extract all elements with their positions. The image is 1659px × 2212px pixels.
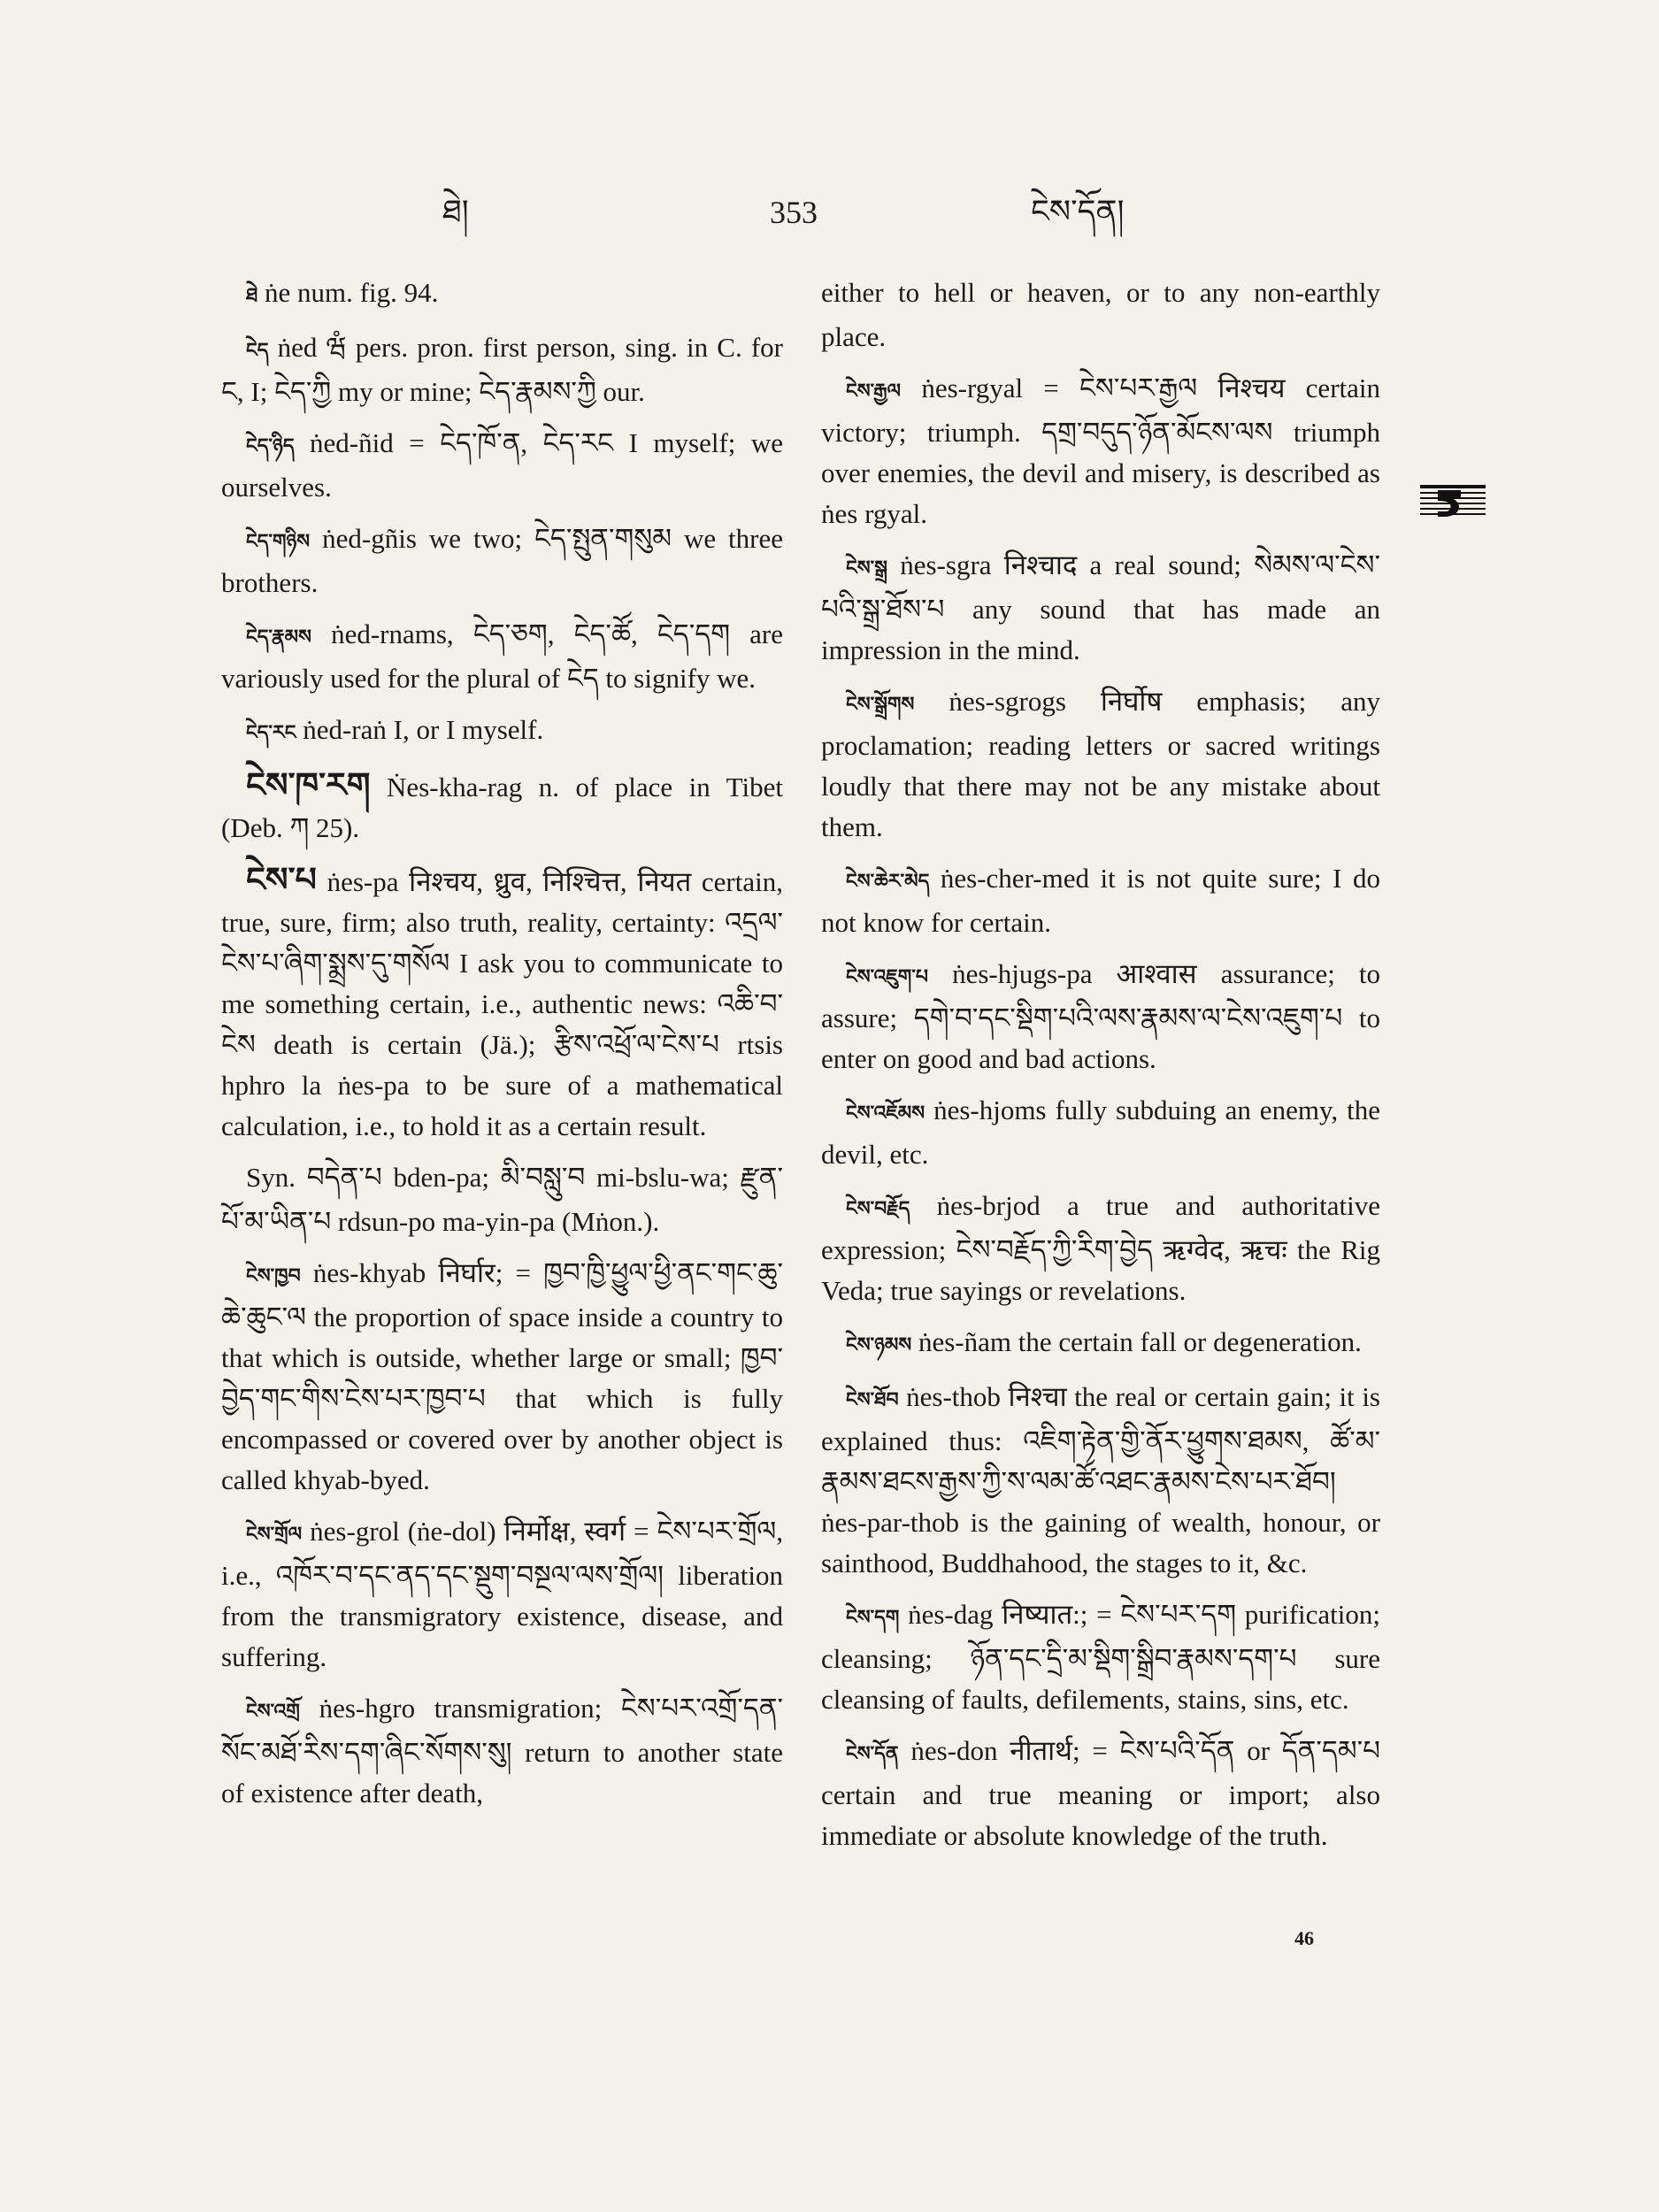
entry-headword: ངེས་ཁ་རག xyxy=(246,765,371,804)
entry-text: ṅes-sgrogs निर्घोष emphasis; any proclamation; reading letters or sacred writings loudly that there may not be any mistake about them. xyxy=(821,686,1381,842)
entry xyxy=(221,614,783,699)
entry-text: ṅes-brjod a true and authoritative expression; ངེས་བརྗོད་ཀྱི་རིག་བྱེད ऋग्वेद, ऋचः the Rig Veda; true sayings or revelations. xyxy=(821,1190,1380,1306)
entry-headword: ངེད་རང xyxy=(246,722,296,744)
synonyms-line xyxy=(221,1157,783,1242)
entry xyxy=(221,423,783,508)
entry xyxy=(221,1688,783,1814)
entry-headword: ངེས་པ xyxy=(246,860,317,899)
entry-headword: ངེད་རྣམས xyxy=(246,626,311,649)
margin-thumb-index-icon xyxy=(1418,480,1487,524)
entry-text: ṅes-don नीतार्थ; = ངེས་པའི་དོན or དོན་དམ་པ certain and true meaning or import; also immediate or absolute knowledge of the truth. xyxy=(821,1735,1381,1851)
entry-text: ṅes-dag निष्यात:; = ངེས་པར་དག purification; cleansing; ཉོན་དང་དྲི་མ་སྡིག་སྒྲིབ་རྣམས་དག་པ sure cleansing of faults, defilements, stains, sins, etc. xyxy=(821,1599,1380,1715)
entry-major xyxy=(221,859,783,1147)
entry-headword: ངེས་ཁྱབ xyxy=(246,1265,301,1287)
entry-headword: ངེས་ཉམས xyxy=(846,1334,912,1356)
entry-headword: ངེས་གྲོལ xyxy=(246,1524,303,1546)
entry-text: ṅed-ñid = ངེད་ཁོ་ན, ངེད་རང I myself; we ourselves. xyxy=(221,427,783,503)
entry xyxy=(821,1377,1380,1584)
entry-text: ṅes-pa निश्चय, ध्रुव, निश्चित्त, नियत certain, true, sure, firm; also truth, reality, certainty: འདྲལ་ངེས་པ་ཞིག་སྨྲས་དུ་གསོལ I ask you to communicate to me something certain, i.e., authentic news: འཆི་བ་ངེས death is certain (Jä.); རྩིས་འཕྲོ་ལ་ངེས་པ rtsis hphro la ṅes-pa to be sure of a mathematical calculation, i.e., to hold it as a certain result. xyxy=(221,866,783,1141)
entry-text: ṅes-sgra निश्चाद a real sound; སེམས་ལ་ངེས་པའི་སྒྲ་ཐོས་པ any sound that has made an impression in the mind. xyxy=(821,549,1380,665)
entry xyxy=(821,1731,1380,1856)
entry-headword: ངེད་གཉིས xyxy=(246,531,311,553)
right-column xyxy=(821,273,1380,1867)
entry-text: ṅe num. fig. 94. xyxy=(265,277,439,308)
signature-number: 46 xyxy=(1294,1927,1314,1949)
entry-headword: ངེས་རྒྱལ xyxy=(846,380,902,403)
entry-headword: ངེས་ཆེར་མེད xyxy=(846,871,930,893)
page-number: 353 xyxy=(770,195,818,230)
entry-text: ṅes-grol (ṅe-dol) निर्मोक्ष, स्वर्ग = ངེས་པར་གྲོལ, i.e., འཁོར་བ་དང་ནད་དང་སྡུག་བསྔལ་ལས་གྲོལ། liberation from the transmigratory existence, disease, and suffering. xyxy=(221,1516,783,1672)
entry xyxy=(821,681,1380,848)
entry-headword: ངེས་བརྗོད xyxy=(846,1198,910,1220)
entry-text: ṅes-ñam the certain fall or degeneration. xyxy=(918,1326,1362,1357)
entry-continuation xyxy=(821,273,1380,357)
entry-text: ṅed-gñis we two; ངེད་སྤུན་གསུམ we three brothers. xyxy=(221,523,784,598)
entry-headword: ངེས་འཇོམས xyxy=(846,1102,926,1125)
entry-headword: ངེད xyxy=(246,340,269,362)
entry-headword: ངེས་སྒྲ xyxy=(846,557,888,580)
entry-text: ṅed ཝཾ pers. pron. first person, sing. in C. for ང, I; ངེད་ཀྱི my or mine; ངེད་རྣམས་ཀྱི our. xyxy=(221,332,784,407)
entry-headword: ངེས་དོན xyxy=(846,1743,899,1765)
entry-text: ṅes-hgro transmigration; ངེས་པར་འགྲོ་དན་སོང་མཐོ་རིས་དག་ཞིང་སོགས་སུ། return to another state of existence after death, xyxy=(221,1693,784,1809)
entry-text: ṅes-khyab निर्घार; = ཁྱབ་ཁྱི་ཕྱུལ་ཕྱི་ནང་གང་ཆུ་ཆེ་ཆུང་ལ the proportion of space inside a country to that which is outside, whether large or small; ཁྱབ་བྱེད་གང་གིས་ངེས་པར་ཁྱབ་པ that which is fully encompassed or covered over by another object is called khyab-byed. xyxy=(221,1257,783,1495)
entry-headword: ངེས་དག xyxy=(846,1607,900,1629)
header-left-guideword: ཐེ། xyxy=(442,194,469,230)
entry xyxy=(221,1511,783,1678)
entry xyxy=(821,1322,1380,1366)
entry-text: ṅed-rnams, ངེད་ཅག, ངེད་ཚོ, ངེད་དག are variously used for the plural of ངེད to signify we. xyxy=(221,618,784,694)
entry xyxy=(221,273,783,317)
entry xyxy=(221,327,783,412)
entry xyxy=(221,710,783,754)
entry xyxy=(821,858,1380,943)
entry-headword: ངེད་ཉིད xyxy=(246,435,295,457)
entry xyxy=(821,954,1380,1079)
entry-headword: ཐེ xyxy=(246,285,258,307)
entry-text: ṅes-hjoms fully subduing an enemy, the devil, etc. xyxy=(821,1094,1381,1170)
left-column xyxy=(221,273,783,1824)
entry xyxy=(221,1253,783,1501)
entry-text: ṅes-thob निश्चा the real or certain gain; it is explained thus: འཇིག་རྟེན་གྱི་ནོར་ཕྱུགས་ཐམས, ཚོ་མ་རྣམས་ཐངས་རྒྱས་ཀྱི་ས་ལམ་ཚོ་འཐང་རྣམས་ངེས་པར་ཐོབ། ṅes-par-thob is the gaining of wealth, honour, or sainthood, Buddhahood, the stages to it, &c. xyxy=(821,1381,1380,1578)
entry-headword: ངེས་སྒྲོགས xyxy=(846,694,915,716)
header-right-guideword: ངེས་དོན། xyxy=(1031,194,1125,230)
entry-text: either to hell or heaven, or to any non-earthly place. xyxy=(821,277,1380,352)
entry xyxy=(821,368,1380,534)
entry-major xyxy=(221,764,783,849)
entry-headword: ངེས་འགྲོ xyxy=(246,1701,300,1723)
entry xyxy=(821,1186,1380,1311)
page-header xyxy=(212,186,1469,239)
entry-text: Syn. བདེན་པ bden-pa; མི་བསླུ་བ mi-bslu-wa; རྫུན་པོ་མ་ཡིན་པ rdsun-po ma-yin-pa (Mṅon.). xyxy=(221,1162,783,1237)
entry-text: ṅes-rgyal = ངེས་པར་རྒྱལ निश्चय certain victory; triumph. དགྲ་བདུད་ཉོན་མོངས་ལས triumph over enemies, the devil and misery, is described as ṅes rgyal. xyxy=(821,373,1381,529)
entry-headword: ངེས་འཇུག་པ xyxy=(846,966,928,988)
entry xyxy=(221,518,783,603)
entry xyxy=(821,1090,1380,1175)
entry-text: ṅes-hjugs-pa आश्वास assurance; to assure; དགེ་བ་དང་སྡིག་པའི་ལས་རྣམས་ལ་ངེས་འཇུག་པ to enter on good and bad actions. xyxy=(821,958,1380,1074)
entry-text: ṅes-cher-med it is not quite sure; I do not know for certain. xyxy=(821,863,1380,938)
entry xyxy=(821,1594,1380,1720)
entry-text: ṅed-raṅ I, or I myself. xyxy=(303,714,544,745)
entry-text: Ṅes-kha-rag n. of place in Tibet (Deb. ཀ 25). xyxy=(221,772,784,843)
entry-headword: ངེས་ཐོབ xyxy=(846,1389,899,1411)
entry xyxy=(821,545,1380,671)
